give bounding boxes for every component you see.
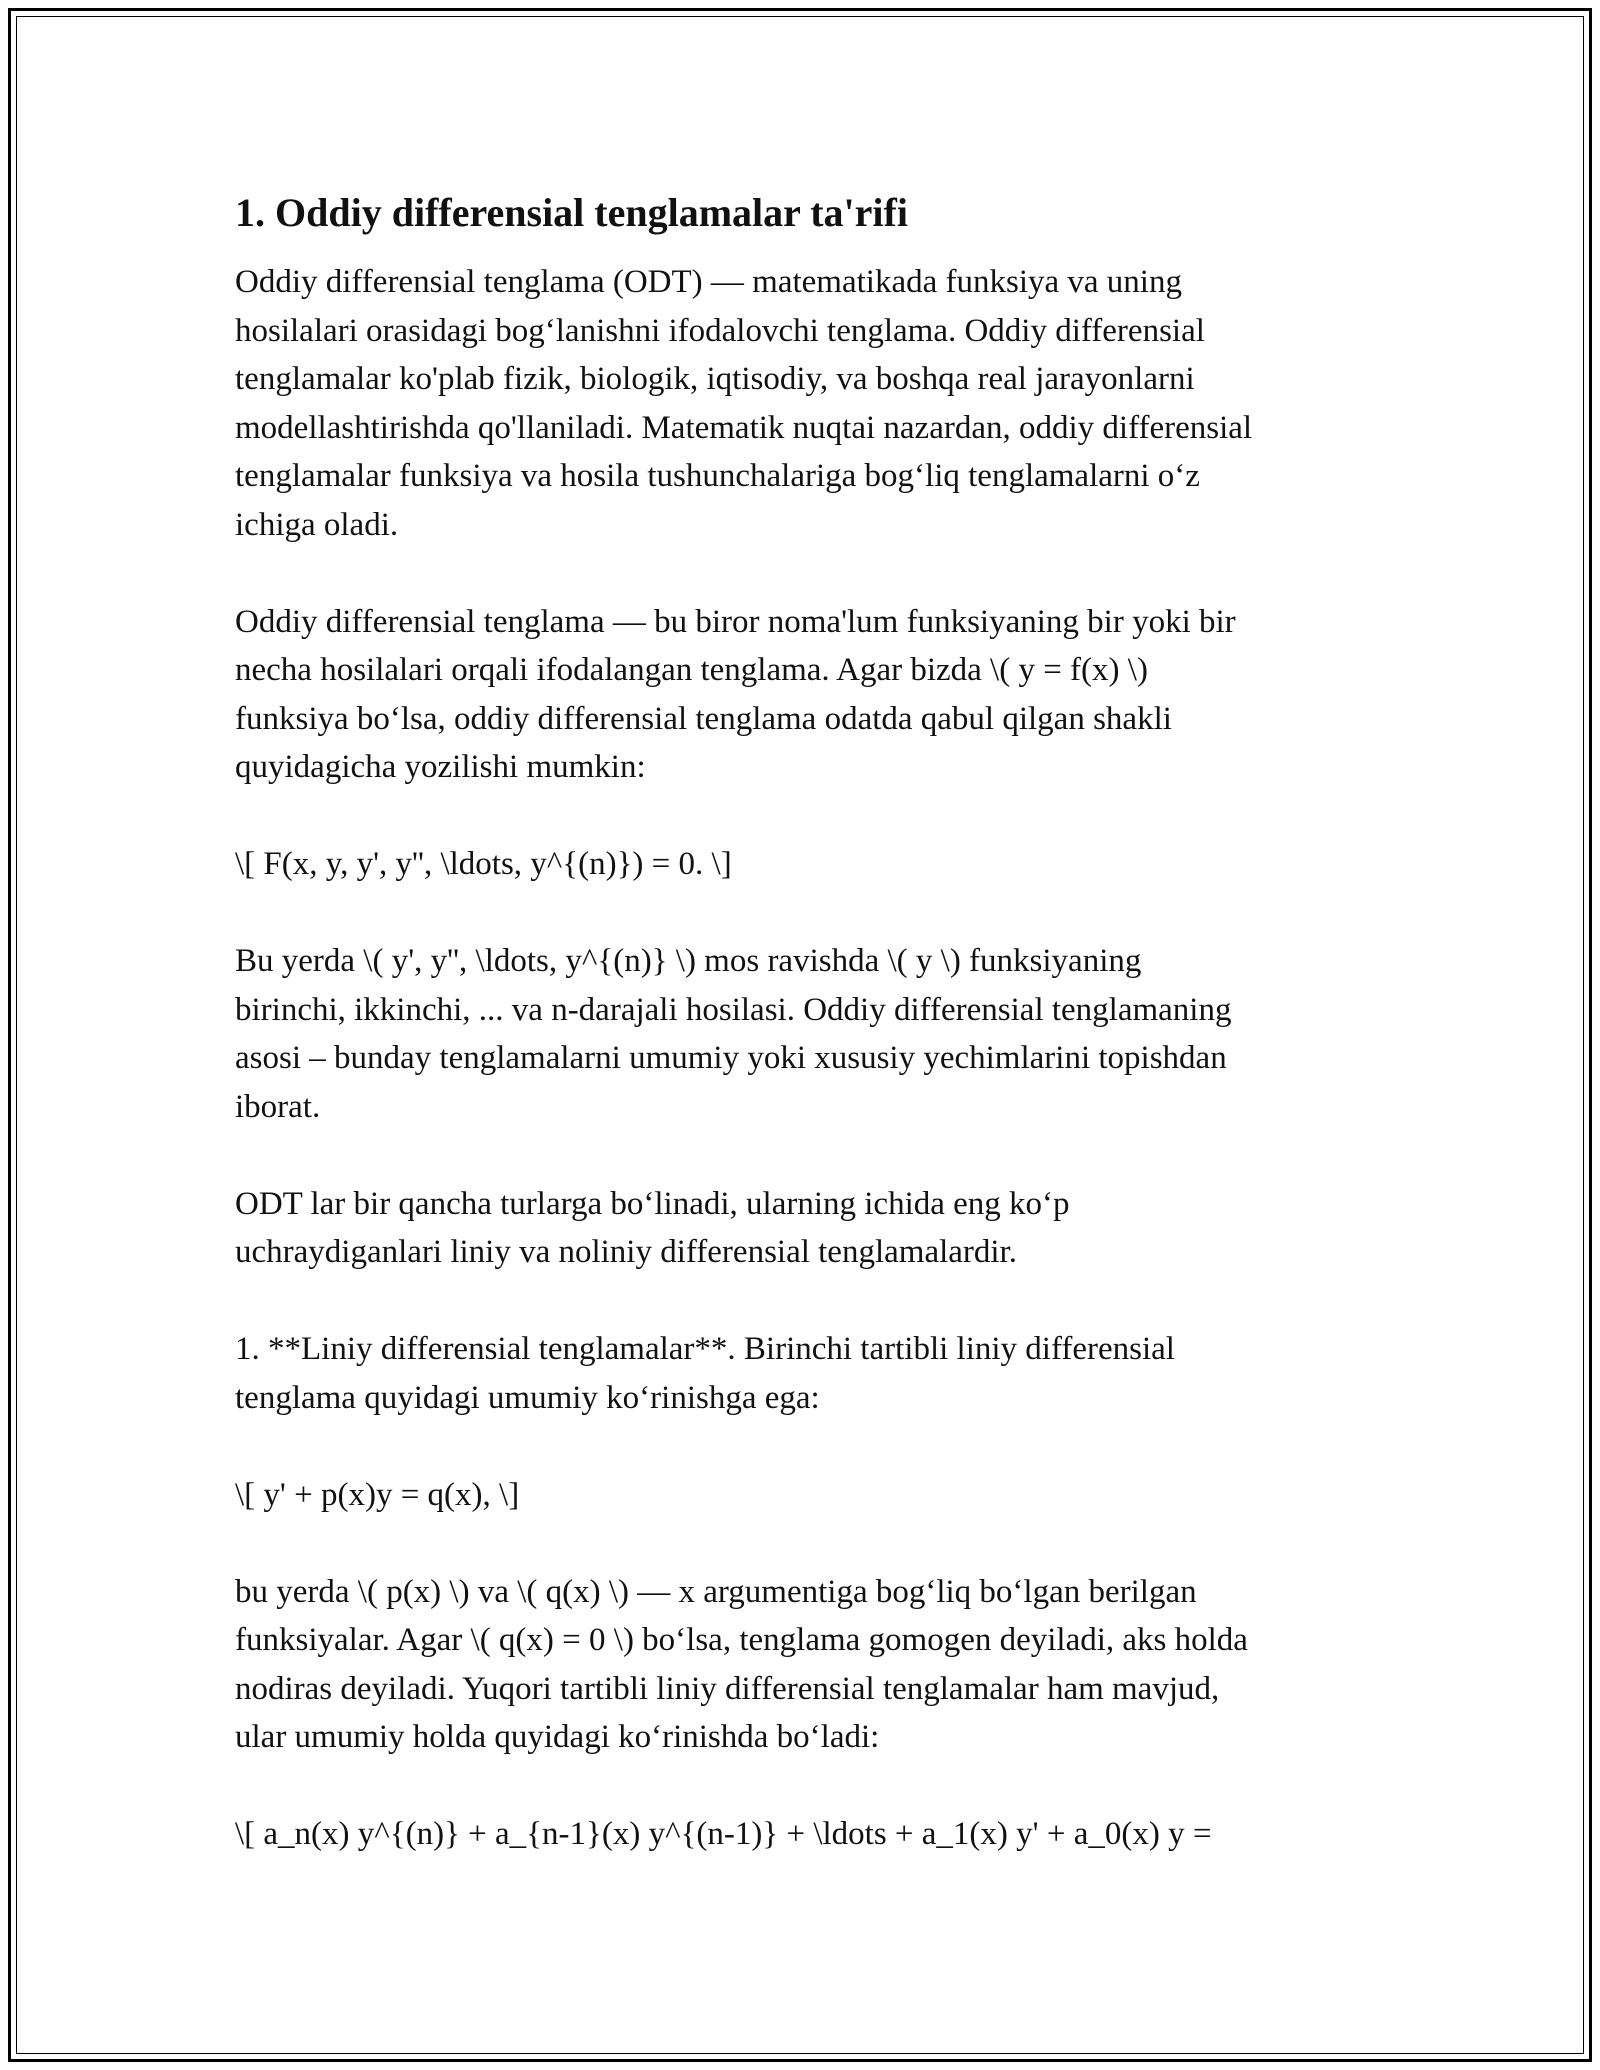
text-line: ODT lar bir qancha turlarga bo‘linadi, ularning ichida eng ko‘p xyxy=(235,1185,1070,1222)
text-line: uchraydiganlari liniy va noliniy differensial tenglamalardir. xyxy=(235,1234,1017,1270)
paragraph-types xyxy=(235,1180,1375,1277)
text-line: tenglamalar ko'plab fizik, biologik, iqtisodiy, va boshqa real jarayonlarni xyxy=(235,361,1195,397)
text-line: hosilalari orasidagi bog‘lanishni ifodalovchi tenglama. Oddiy differensial xyxy=(235,312,1205,349)
text-line: funksiya bo‘lsa, oddiy differensial tenglama odatda qabul qilgan shakli xyxy=(235,700,1172,737)
equation-line: \[ y' + p(x)y = q(x), \] xyxy=(235,1476,520,1513)
text-line: modellashtirishda qo'llaniladi. Matematik nuqtai nazardan, oddiy differensial xyxy=(235,409,1253,446)
text-line: Bu yerda \( y', y'', \ldots, y^{(n)} \) mos ravishda \( y \) funksiyaning xyxy=(235,943,1142,979)
equation-linear-first-order xyxy=(235,1471,1375,1520)
equation-general-form xyxy=(235,840,1375,889)
paragraph-definition xyxy=(235,258,1375,549)
section-heading: 1. Oddiy differensial tenglamalar ta'rifi xyxy=(235,190,908,235)
text-line: iborat. xyxy=(235,1088,321,1125)
text-line: necha hosilalari orqali ifodalangan tenglama. Agar bizda \( y = f(x) \) xyxy=(235,652,1148,688)
document-body xyxy=(235,186,1375,1907)
text-line: tenglamalar funksiya va hosila tushunchalariga bog‘liq tenglamalarni o‘z xyxy=(235,458,1200,494)
text-line: quyidagicha yozilishi mumkin: xyxy=(235,749,646,785)
paragraph-linear-intro xyxy=(235,1325,1375,1422)
text-line: ular umumiy holda quyidagi ko‘rinishda bo‘ladi: xyxy=(235,1719,880,1755)
text-line: bu yerda \( p(x) \) va \( q(x) \) — x argumentiga bog‘liq bo‘lgan berilgan xyxy=(235,1573,1197,1610)
paragraph-general-form-intro xyxy=(235,598,1375,792)
text-line: funksiyalar. Agar \( q(x) = 0 \) bo‘lsa, tenglama gomogen deyiladi, aks holda xyxy=(235,1622,1248,1658)
equation-line: \[ a_n(x) y^{(n)} + a_{n-1}(x) y^{(n-1)} + \ldots + a_1(x) y' + a_0(x) y = xyxy=(235,1816,1212,1852)
paragraph-derivatives xyxy=(235,937,1375,1131)
text-line: nodiras deyiladi. Yuqori tartibli liniy differensial tenglamalar ham mavjud, xyxy=(235,1670,1220,1707)
text-line: Oddiy differensial tenglama — bu biror noma'lum funksiyaning bir yoki bir xyxy=(235,603,1236,640)
text-line: 1. **Liniy differensial tenglamalar**. Birinchi tartibli liniy differensial xyxy=(235,1331,1175,1367)
text-line: birinchi, ikkinchi, ... va n-darajali hosilasi. Oddiy differensial tenglamaning xyxy=(235,991,1232,1028)
text-line: Oddiy differensial tenglama (ODT) — matematikada funksiya va uning xyxy=(235,264,1182,300)
text-line: tenglama quyidagi umumiy ko‘rinishga ega: xyxy=(235,1379,820,1416)
paragraph-linear-explanation xyxy=(235,1568,1375,1762)
text-line: ichiga oladi. xyxy=(235,506,399,543)
text-line: asosi – bunday tenglamalarni umumiy yoki xususiy yechimlarini topishdan xyxy=(235,1040,1227,1076)
equation-line: \[ F(x, y, y', y'', \ldots, y^{(n)}) = 0. \] xyxy=(235,846,732,882)
equation-linear-higher-order xyxy=(235,1810,1375,1859)
